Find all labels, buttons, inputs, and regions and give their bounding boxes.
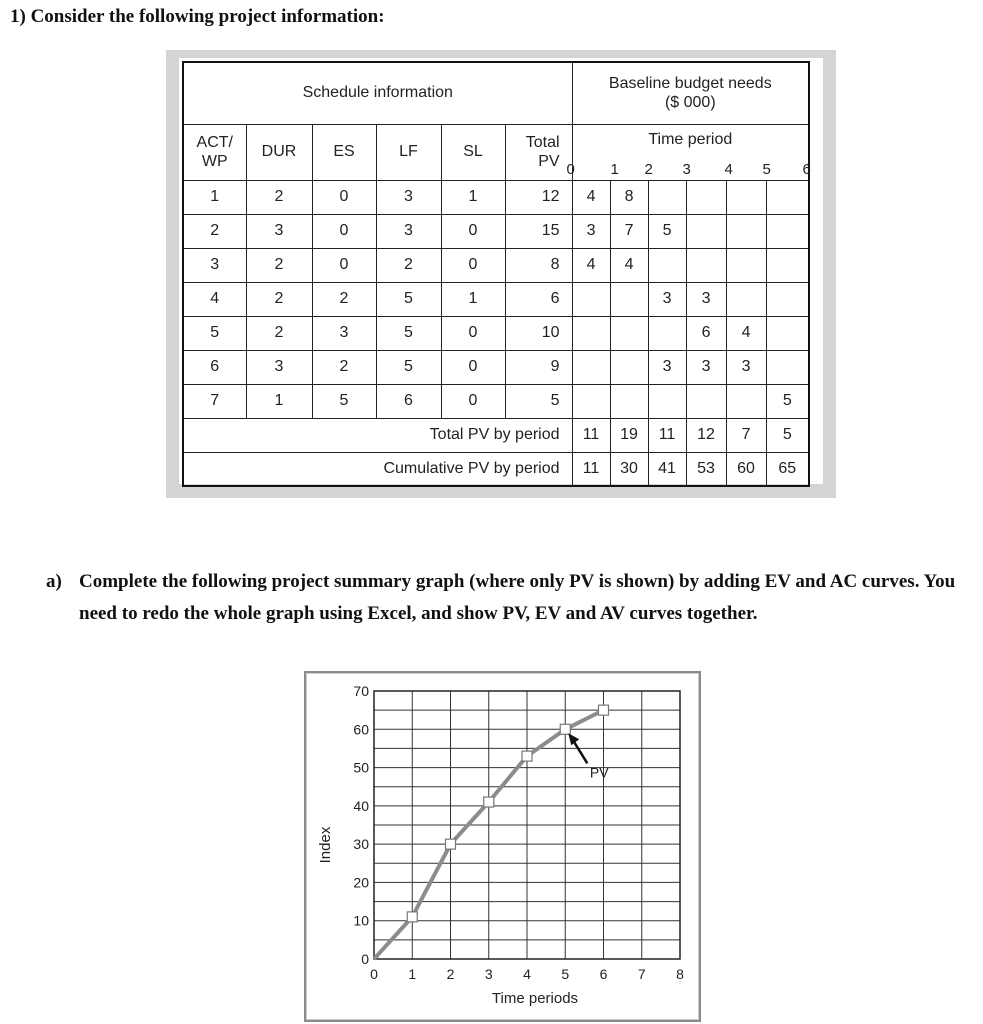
schedule-info-header: Schedule information [183, 62, 572, 124]
project-summary-chart-figure [304, 671, 701, 1022]
period-number: 2 [644, 160, 653, 178]
x-tick-label: 8 [676, 966, 684, 982]
y-tick-label: 0 [361, 951, 369, 967]
y-tick-label: 30 [353, 836, 369, 853]
question-1-title: 1) Consider the following project information: [10, 6, 385, 27]
pv-data-point [407, 912, 417, 922]
x-axis-label: Time periods [491, 990, 579, 1007]
pv-data-point [446, 839, 456, 849]
total-pv-label: Total PV by period [183, 418, 572, 452]
x-tick-label: 2 [446, 966, 455, 982]
y-tick-label: 20 [353, 874, 369, 891]
total-pv-row: Total PV by period 11 19 11 12 7 5 [183, 418, 809, 452]
x-tick-label: 5 [561, 966, 570, 982]
pv-data-point [560, 724, 570, 734]
project-schedule-table [182, 61, 810, 487]
col-total-pv: Total PV [505, 124, 572, 180]
col-sl: SL [441, 124, 505, 180]
cumulative-pv-label: Cumulative PV by period [183, 452, 572, 486]
x-tick-label: 3 [484, 966, 493, 982]
period-number: 3 [682, 160, 691, 178]
pv-line-chart [306, 673, 699, 1020]
x-tick-label: 6 [599, 966, 608, 982]
question-a-text: Complete the following project summary graph (where only PV is shown) by adding EV and AC curves. You need to redo the whole graph using Excel, and show PV, EV and AV curves together. [79, 571, 956, 624]
x-tick-label: 7 [637, 966, 646, 982]
x-tick-label: 1 [408, 966, 417, 982]
question-a-label: a) [46, 571, 62, 592]
cumulative-pv-row: Cumulative PV by period 11 30 41 53 60 65 [183, 452, 809, 486]
period-number: 0 [566, 160, 575, 178]
y-tick-label: 40 [353, 797, 369, 814]
period-number: 5 [762, 160, 771, 178]
baseline-budget-title: Baseline budget needs [608, 75, 772, 93]
x-tick-label: 0 [370, 966, 378, 982]
period-number: 6 [802, 160, 811, 178]
y-axis-label: Index [317, 826, 334, 864]
table-row: 4 2 2 5 1 6 3 3 [183, 282, 809, 316]
table-row: 7 1 5 6 0 5 5 [183, 384, 809, 418]
y-tick-label: 50 [353, 759, 369, 776]
pv-data-point [484, 797, 494, 807]
period-number: 4 [724, 160, 733, 178]
project-information-table-figure [166, 50, 836, 498]
col-time-period [566, 124, 811, 180]
question-a [46, 566, 976, 630]
baseline-budget-units: ($ 000) [664, 94, 716, 112]
y-tick-label: 60 [353, 721, 369, 738]
table-row: 2 3 0 3 0 15 3 7 5 [183, 214, 809, 248]
period-number: 1 [610, 160, 619, 178]
pv-annotation-label: PV [589, 764, 609, 781]
col-dur: DUR [246, 124, 312, 180]
baseline-budget-header [572, 62, 809, 124]
table-row: 3 2 0 2 0 8 4 4 [183, 248, 809, 282]
col-act-wp: ACT/ WP [183, 124, 246, 180]
col-lf: LF [376, 124, 441, 180]
table-row: 1 2 0 3 1 12 4 8 [183, 180, 809, 214]
table-row: 6 3 2 5 0 9 3 3 3 [183, 350, 809, 384]
pv-data-point [599, 705, 609, 715]
time-period-label: Time period [648, 130, 733, 148]
y-tick-label: 10 [353, 912, 369, 929]
table-row: 5 2 3 5 0 10 6 4 [183, 316, 809, 350]
y-tick-label: 70 [353, 683, 369, 699]
pv-data-point [522, 751, 532, 761]
x-tick-label: 4 [523, 966, 531, 982]
col-es: ES [312, 124, 376, 180]
